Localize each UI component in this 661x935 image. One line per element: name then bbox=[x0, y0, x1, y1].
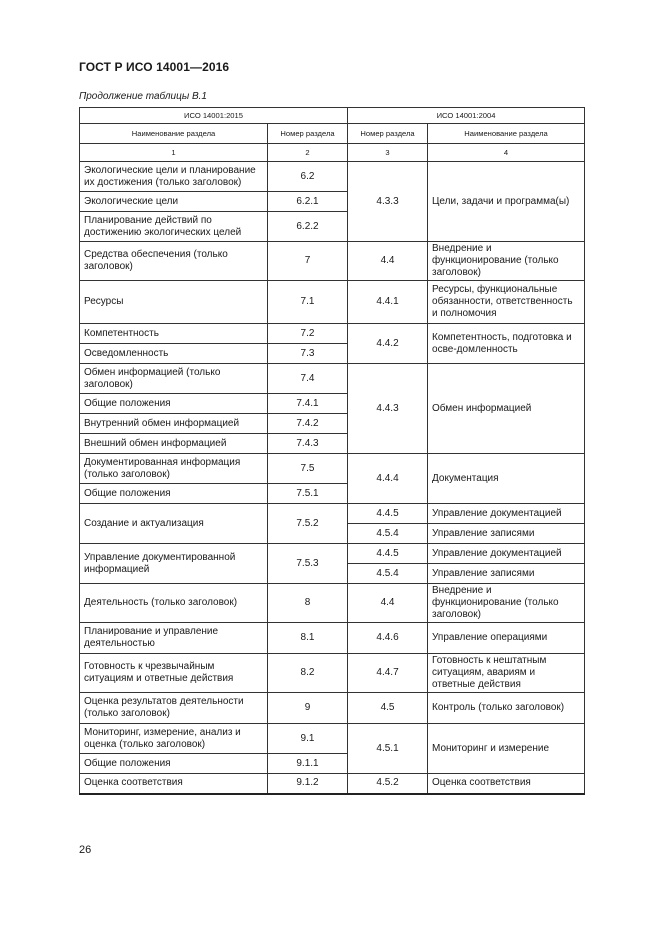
right-section-name: Внедрение и функционирование (только заголовок) bbox=[428, 242, 585, 281]
left-section-number: 8.2 bbox=[268, 654, 348, 693]
left-section-number: 8 bbox=[268, 584, 348, 623]
right-section-name: Управление документацией bbox=[428, 504, 585, 524]
left-section-number: 7.4.3 bbox=[268, 434, 348, 454]
table-row bbox=[80, 584, 585, 623]
table-row bbox=[80, 324, 585, 344]
left-section-name: Общие положения bbox=[80, 394, 268, 414]
left-section-name: Документированная информация (только заголовок) bbox=[80, 454, 268, 484]
left-section-number: 9.1.1 bbox=[268, 754, 348, 774]
right-section-number: 4.5.1 bbox=[348, 724, 428, 774]
left-section-name: Оценка соответствия bbox=[80, 774, 268, 794]
table-row bbox=[80, 242, 585, 281]
group-header-iso-2015: ИСО 14001:2015 bbox=[80, 108, 348, 124]
left-section-number: 8.1 bbox=[268, 623, 348, 654]
left-section-name: Компетентность bbox=[80, 324, 268, 344]
right-section-number: 4.3.3 bbox=[348, 162, 428, 242]
right-section-name: Ресурсы, функциональные обязанности, ответственность и полномочия bbox=[428, 281, 585, 324]
left-section-number: 7.3 bbox=[268, 344, 348, 364]
column-header: Номер раздела bbox=[268, 124, 348, 144]
right-section-number: 4.4.5 bbox=[348, 504, 428, 524]
left-section-number: 7 bbox=[268, 242, 348, 281]
right-section-number: 4.5.2 bbox=[348, 774, 428, 794]
right-section-number: 4.4.5 bbox=[348, 544, 428, 564]
table-row bbox=[80, 454, 585, 484]
table-row bbox=[80, 544, 585, 564]
left-section-name: Планирование и управление деятельностью bbox=[80, 623, 268, 654]
table-row bbox=[80, 281, 585, 324]
right-section-name: Готовность к нештатным ситуациям, авариям и ответные действия bbox=[428, 654, 585, 693]
left-section-number: 6.2.2 bbox=[268, 212, 348, 242]
left-section-number: 7.4.1 bbox=[268, 394, 348, 414]
left-section-number: 9.1.2 bbox=[268, 774, 348, 794]
right-section-name: Управление записями bbox=[428, 564, 585, 584]
left-section-number: 7.5 bbox=[268, 454, 348, 484]
table-row bbox=[80, 724, 585, 754]
left-section-name: Внутренний обмен информацией bbox=[80, 414, 268, 434]
column-number: 3 bbox=[348, 144, 428, 162]
right-section-name: Контроль (только заголовок) bbox=[428, 693, 585, 724]
table-row bbox=[80, 623, 585, 654]
column-header: Наименование раздела bbox=[428, 124, 585, 144]
table-row bbox=[80, 162, 585, 192]
table-caption: Продолжение таблицы В.1 bbox=[79, 91, 207, 102]
left-section-name: Экологические цели bbox=[80, 192, 268, 212]
table-row bbox=[80, 364, 585, 394]
table-row bbox=[80, 654, 585, 693]
group-header-iso-2004: ИСО 14001:2004 bbox=[348, 108, 585, 124]
column-number: 1 bbox=[80, 144, 268, 162]
left-section-number: 9 bbox=[268, 693, 348, 724]
right-section-name: Компетентность, подготовка и осве-домленность bbox=[428, 324, 585, 364]
left-section-number: 7.4.2 bbox=[268, 414, 348, 434]
right-section-number: 4.5.4 bbox=[348, 524, 428, 544]
column-number-row bbox=[80, 144, 585, 162]
right-section-name: Управление операциями bbox=[428, 623, 585, 654]
left-section-name: Деятельность (только заголовок) bbox=[80, 584, 268, 623]
left-section-number: 7.1 bbox=[268, 281, 348, 324]
right-section-number: 4.4.4 bbox=[348, 454, 428, 504]
right-section-name: Оценка соответствия bbox=[428, 774, 585, 794]
table-column-header-row bbox=[80, 124, 585, 144]
left-section-name: Общие положения bbox=[80, 754, 268, 774]
left-section-name: Общие положения bbox=[80, 484, 268, 504]
left-section-name: Мониторинг, измерение, анализ и оценка (только заголовок) bbox=[80, 724, 268, 754]
page-number: 26 bbox=[79, 844, 92, 856]
right-section-name: Мониторинг и измерение bbox=[428, 724, 585, 774]
left-section-name: Осведомленность bbox=[80, 344, 268, 364]
document-header: ГОСТ Р ИСО 14001—2016 bbox=[79, 60, 230, 74]
right-section-number: 4.4.1 bbox=[348, 281, 428, 324]
table-row bbox=[80, 774, 585, 794]
right-section-number: 4.4 bbox=[348, 242, 428, 281]
right-section-number: 4.5.4 bbox=[348, 564, 428, 584]
left-section-number: 7.2 bbox=[268, 324, 348, 344]
correspondence-table bbox=[79, 107, 585, 795]
table-group-header-row bbox=[80, 108, 585, 124]
left-section-name: Планирование действий по достижению экологических целей bbox=[80, 212, 268, 242]
left-section-name: Управление документированной информацией bbox=[80, 544, 268, 584]
left-section-name: Обмен информацией (только заголовок) bbox=[80, 364, 268, 394]
column-header: Наименование раздела bbox=[80, 124, 268, 144]
left-section-number: 6.2.1 bbox=[268, 192, 348, 212]
right-section-name: Обмен информацией bbox=[428, 364, 585, 454]
left-section-number: 7.5.1 bbox=[268, 484, 348, 504]
left-section-number: 9.1 bbox=[268, 724, 348, 754]
right-section-name: Управление документацией bbox=[428, 544, 585, 564]
column-number: 4 bbox=[428, 144, 585, 162]
left-section-number: 7.5.2 bbox=[268, 504, 348, 544]
left-section-name: Средства обеспечения (только заголовок) bbox=[80, 242, 268, 281]
left-section-number: 7.4 bbox=[268, 364, 348, 394]
left-section-name: Оценка результатов деятельности (только заголовок) bbox=[80, 693, 268, 724]
table-row bbox=[80, 504, 585, 524]
right-section-number: 4.4.3 bbox=[348, 364, 428, 454]
right-section-name: Внедрение и функционирование (только заголовок) bbox=[428, 584, 585, 623]
table-bottom-rule bbox=[80, 794, 585, 795]
left-section-name: Создание и актуализация bbox=[80, 504, 268, 544]
right-section-name: Документация bbox=[428, 454, 585, 504]
left-section-name: Экологические цели и планирование их достижения (только заголовок) bbox=[80, 162, 268, 192]
right-section-number: 4.5 bbox=[348, 693, 428, 724]
left-section-name: Готовность к чрезвычайным ситуациям и ответные действия bbox=[80, 654, 268, 693]
right-section-number: 4.4 bbox=[348, 584, 428, 623]
left-section-name: Внешний обмен информацией bbox=[80, 434, 268, 454]
column-number: 2 bbox=[268, 144, 348, 162]
right-section-number: 4.4.6 bbox=[348, 623, 428, 654]
column-header: Номер раздела bbox=[348, 124, 428, 144]
left-section-name: Ресурсы bbox=[80, 281, 268, 324]
table-row bbox=[80, 693, 585, 724]
right-section-number: 4.4.7 bbox=[348, 654, 428, 693]
right-section-name: Цели, задачи и программа(ы) bbox=[428, 162, 585, 242]
right-section-number: 4.4.2 bbox=[348, 324, 428, 364]
left-section-number: 7.5.3 bbox=[268, 544, 348, 584]
right-section-name: Управление записями bbox=[428, 524, 585, 544]
left-section-number: 6.2 bbox=[268, 162, 348, 192]
